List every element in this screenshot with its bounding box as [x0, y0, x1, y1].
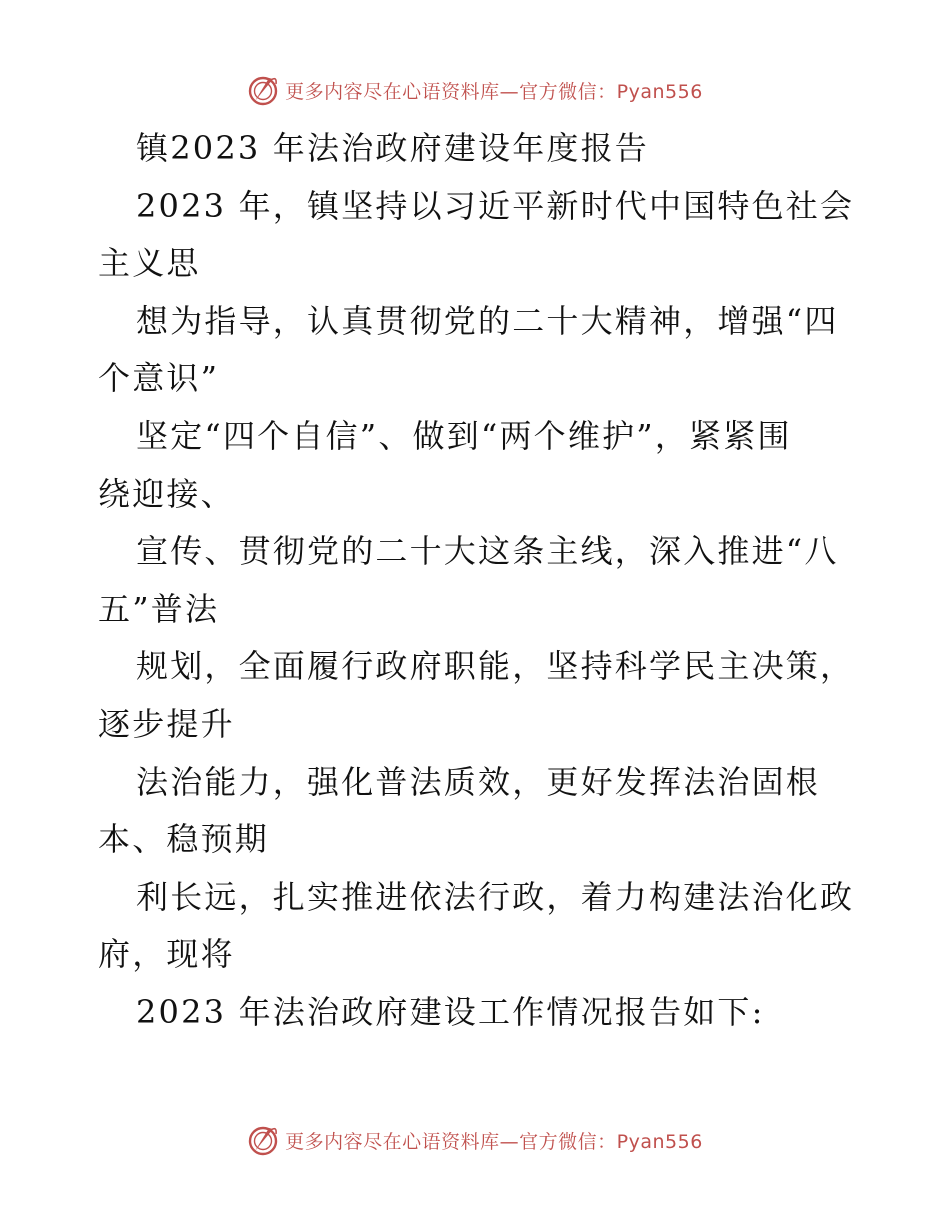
paragraph-line: 2023 年法治政府建设工作情况报告如下: [136, 992, 765, 1031]
paragraph-line: 想为指导，认真贯彻党的二十大精神，增强“四 [136, 301, 839, 340]
paragraph-line: 逐步提升 [98, 704, 235, 743]
paragraph-line: 主义思 [98, 244, 201, 283]
paragraph-line: 法治能力，强化普法质效，更好发挥法治固根 [136, 762, 821, 801]
paragraph-line: 坚定“四个自信”、做到“两个维护”，紧紧围 [136, 416, 792, 455]
paragraph-line: 2023 年，镇坚持以习近平新时代中国特色社会 [136, 186, 855, 225]
paragraph-line: 个意识” [98, 359, 220, 398]
watermark-text-bottom: 更多内容尽在心语资料库—官方微信：Pyan556 [285, 1130, 703, 1153]
paragraph-line: 府，现将 [98, 935, 235, 974]
paragraph-line: 宣传、贯彻党的二十大这条主线，深入推进“八 [136, 532, 839, 571]
quill-logo-icon [247, 1124, 279, 1156]
quill-logo-icon [247, 74, 279, 106]
watermark-text-top: 更多内容尽在心语资料库—官方微信：Pyan556 [285, 80, 703, 103]
watermark-banner-top [0, 70, 950, 110]
watermark-banner-bottom [0, 1120, 950, 1160]
paragraph-line: 利长远，扎实推进依法行政，着力构建法治化政 [136, 877, 855, 916]
document-title: 镇2023 年法治政府建设年度报告 [136, 129, 650, 167]
paragraph-line: 规划，全面履行政府职能，坚持科学民主决策， [136, 647, 855, 686]
document-body [98, 120, 858, 1042]
paragraph-line: 绕迎接、 [98, 474, 235, 513]
paragraph-line: 五”普法 [98, 589, 220, 628]
paragraph-line: 本、稳预期 [98, 820, 270, 859]
